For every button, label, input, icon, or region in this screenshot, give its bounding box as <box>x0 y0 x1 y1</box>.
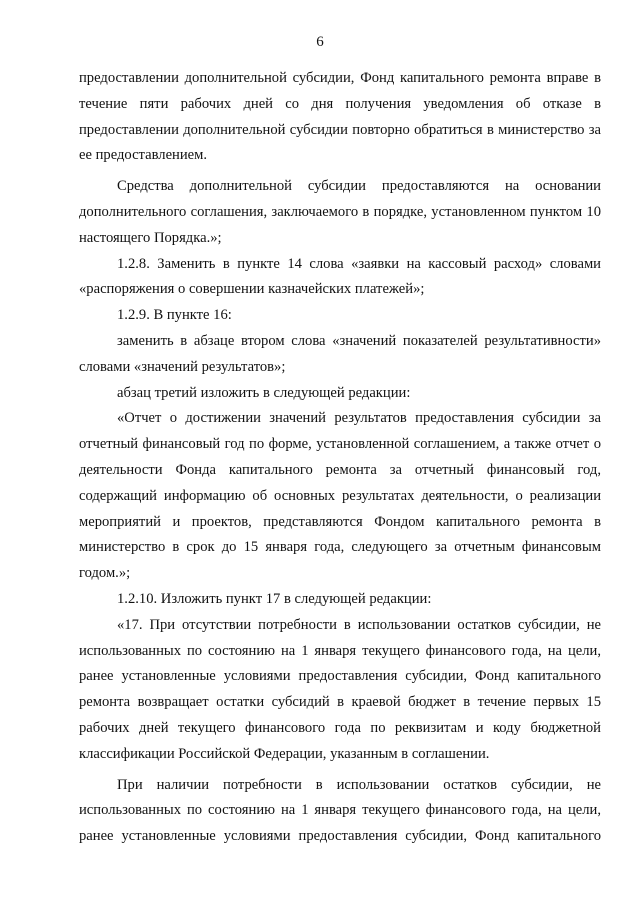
paragraph-6: абзац третий изложить в следующей редакции: <box>117 384 411 401</box>
page-number: 6 <box>316 34 324 50</box>
paragraph-3: 1.2.8. Заменить в пункте 14 слова «заявки на кассовый расход» словами «распоряжения о совершении казначейских платежей»; <box>79 255 601 298</box>
paragraph-2: Средства дополнительной субсидии предоставляются на основании дополнительного соглашения, заключаемого в порядке, установленном пунктом 10 настоящего Порядка.»; <box>79 178 601 246</box>
paragraph-4: 1.2.9. В пункте 16: <box>117 307 232 324</box>
paragraph-8: 1.2.10. Изложить пункт 17 в следующей редакции: <box>117 590 432 607</box>
paragraph-7: «Отчет о достижении значений результатов предоставления субсидии за отчетный финансовый год по форме, установленной соглашением, а также отчет о деятельности Фонда капитального ремонта за отчетный финансовый год, содержащий информацию об основных результатах деятельности, о реализации мероприятий и проектов, представляются Фондом капитального ремонта в министерство в срок до 15 января года, следующего за отчетным финансовым годом.»; <box>79 410 601 582</box>
paragraph-9: «17. При отсутствии потребности в использовании остатков субсидии, не использованных по состоянию на 1 января текущего финансового года, на цели, ранее установленные условиями предоставления субсидии, Фонд капитального ремонта возвращает остатки субсидий в краевой бюджет в течение первых 15 рабочих дней текущего финансового года по реквизитам и коду бюджетной классификации Российской Федерации, указанным в соглашении. <box>79 616 601 762</box>
paragraph-5: заменить в абзаце втором слова «значений показателей результативности» словами «значений результатов»; <box>79 332 601 375</box>
paragraph-10: При наличии потребности в использовании остатков субсидии, не использованных по состоянию на 1 января текущего финансового года, на цели, ранее установленные условиями предоставления субсидии, Фонд капитального <box>79 776 601 845</box>
paragraph-1: предоставлении дополнительной субсидии, Фонд капитального ремонта вправе в течение пяти рабочих дней со дня получения уведомления об отказе в предоставлении дополнительной субсидии повторно обратиться в министерство за ее предоставлением. <box>79 70 601 164</box>
document-body <box>79 66 601 850</box>
